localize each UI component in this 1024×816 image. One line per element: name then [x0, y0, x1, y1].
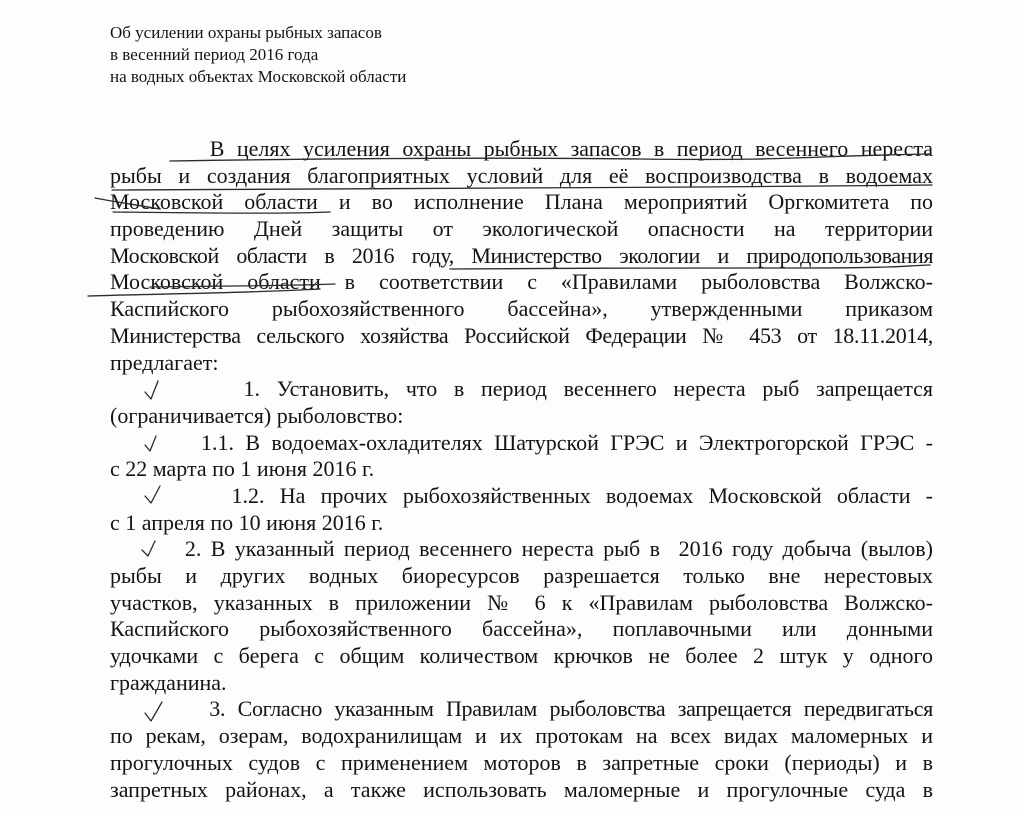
body-line: В целях усиления охраны рыбных запасов в период весеннего нереста	[110, 136, 933, 161]
body-line: Каспийского рыбохозяйственного бассейна», поплавочными или донными	[110, 616, 933, 642]
body-line: рыбы и других водных биоресурсов разрешается только вне нерестовых	[110, 563, 933, 588]
body-line: гражданина.	[110, 669, 227, 695]
document-body	[110, 136, 933, 803]
body-line: Министерства сельского хозяйства Российской Федерации № 453 от 18.11.2014,	[110, 322, 933, 348]
body-line: рыбы и создания благоприятных условий для её воспроизводства в водоемах	[110, 162, 933, 188]
body-line: Московской области в 2016 году, Министерство экологии и природопользования	[110, 242, 933, 268]
body-line: участков, указанных в приложении № 6 к «Правилам рыболовства Волжско-	[110, 589, 933, 615]
body-line: Каспийского рыбохозяйственного бассейна», утвержденными приказом	[110, 296, 933, 322]
body-line: с 1 апреля по 10 июня 2016 г.	[110, 509, 384, 535]
body-line: предлагает:	[110, 349, 219, 375]
body-line: удочками с берега с общим количеством крючков не более 2 штук у одного	[110, 643, 933, 669]
body-line: 3. Согласно указанным Правилам рыболовства запрещается передвигаться	[110, 696, 933, 722]
body-line: 1. Установить, что в период весеннего нереста рыб запрещается	[110, 376, 933, 402]
body-line: Московской области в соответствии с «Правилами рыболовства Волжско-	[110, 269, 933, 295]
body-line: (ограничивается) рыболовство:	[110, 402, 404, 428]
body-line: Московской области и во исполнение Плана мероприятий Оргкомитета по	[110, 189, 933, 215]
body-line: прогулочных судов с применением моторов в запретные сроки (периоды) и в	[110, 749, 933, 775]
body-line: по рекам, озерам, водохранилищам и их протокам на всех видах маломерных и	[110, 723, 933, 749]
body-line: с 22 марта по 1 июня 2016 г.	[110, 456, 375, 482]
heading-line: Об усилении охраны рыбных запасов	[110, 23, 382, 42]
heading-line: на водных объектах Московской области	[110, 67, 407, 86]
body-line: проведению Дней защиты от экологической опасности на территории	[110, 216, 933, 242]
body-line: 2. В указанный период весеннего нереста рыб в 2016 году добыча (вылов)	[110, 536, 933, 562]
body-line: 1.1. В водоемах-охладителях Шатурской ГРЭС и Электрогорской ГРЭС -	[110, 429, 933, 455]
heading-line: в весенний период 2016 года	[110, 45, 319, 64]
body-line: 1.2. На прочих рыбохозяйственных водоемах Московской области -	[110, 482, 933, 508]
document-heading	[110, 22, 406, 88]
body-line: запретных районах, а также использовать маломерные и прогулочные суда в	[110, 776, 933, 802]
